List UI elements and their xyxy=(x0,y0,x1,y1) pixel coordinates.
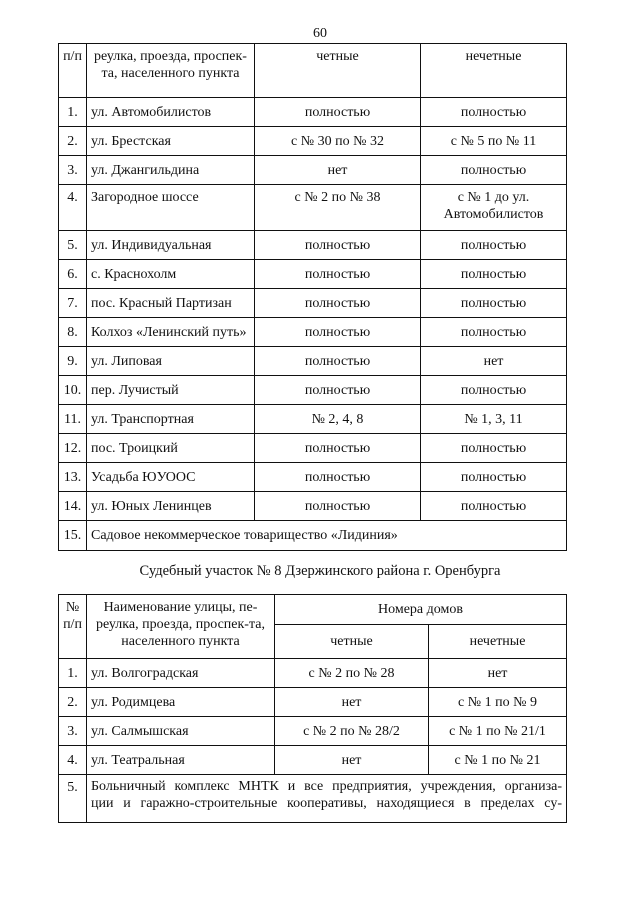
table-row xyxy=(59,347,567,376)
page-number: 60 xyxy=(313,26,327,41)
even-numbers: полностью xyxy=(255,98,421,127)
row-number: 4. xyxy=(59,746,87,775)
even-numbers: нет xyxy=(275,688,429,717)
table-row-merged xyxy=(59,775,567,823)
merged-row-text: Садовое некоммерческое товарищество «Лидиния» xyxy=(87,521,567,551)
odd-numbers: полностью xyxy=(421,376,567,405)
even-numbers: полностью xyxy=(255,376,421,405)
odd-numbers: полностью xyxy=(421,492,567,521)
even-numbers: № 2, 4, 8 xyxy=(255,405,421,434)
row-number: 1. xyxy=(59,659,87,688)
table-row xyxy=(59,717,567,746)
odd-numbers: с № 1 по № 21/1 xyxy=(429,717,567,746)
row-number: 9. xyxy=(59,347,87,376)
row-number: 12. xyxy=(59,434,87,463)
even-numbers: нет xyxy=(275,746,429,775)
row-number: 2. xyxy=(59,127,87,156)
odd-numbers: с № 1 по № 9 xyxy=(429,688,567,717)
row-number: 11. xyxy=(59,405,87,434)
header-number: п/п xyxy=(59,44,87,98)
odd-numbers: полностью xyxy=(421,156,567,185)
even-numbers: с № 30 по № 32 xyxy=(255,127,421,156)
table-row xyxy=(59,260,567,289)
table-header-row xyxy=(59,595,567,625)
row-number: 14. xyxy=(59,492,87,521)
table-row xyxy=(59,463,567,492)
odd-numbers: полностью xyxy=(421,260,567,289)
section-title: Судебный участок № 8 Дзержинского района г. Оренбурга xyxy=(139,563,501,579)
table-row xyxy=(59,289,567,318)
odd-numbers: полностью xyxy=(421,318,567,347)
even-numbers: полностью xyxy=(255,318,421,347)
table-row xyxy=(59,492,567,521)
table-row xyxy=(59,434,567,463)
odd-numbers: полностью xyxy=(421,434,567,463)
table-row xyxy=(59,231,567,260)
odd-numbers: полностью xyxy=(421,231,567,260)
table-row xyxy=(59,746,567,775)
merged-row-text xyxy=(87,775,567,823)
row-number: 7. xyxy=(59,289,87,318)
table-row xyxy=(59,98,567,127)
odd-numbers: № 1, 3, 11 xyxy=(421,405,567,434)
table-row xyxy=(59,688,567,717)
odd-numbers: с № 1 до ул. Автомобилистов xyxy=(421,185,567,231)
table-court-district-8 xyxy=(58,594,567,823)
row-number: 8. xyxy=(59,318,87,347)
table-row xyxy=(59,318,567,347)
street-name: Загородное шоссе xyxy=(87,185,255,231)
row-number: 13. xyxy=(59,463,87,492)
street-name: ул. Родимцева xyxy=(87,688,275,717)
row-number: 2. xyxy=(59,688,87,717)
even-numbers: нет xyxy=(255,156,421,185)
table-row xyxy=(59,659,567,688)
table-row xyxy=(59,127,567,156)
header-house-numbers: Номера домов xyxy=(275,595,567,625)
even-numbers: полностью xyxy=(255,231,421,260)
header-even: четные xyxy=(275,625,429,659)
street-name: пер. Лучистый xyxy=(87,376,255,405)
header-odd: нечетные xyxy=(421,44,567,98)
merged-row-line2: ции и гаражно-строительные кооперативы, находящиеся в пределах су- xyxy=(91,796,562,811)
row-number: 5. xyxy=(59,775,87,823)
row-number: 15. xyxy=(59,521,87,551)
odd-numbers: с № 5 по № 11 xyxy=(421,127,567,156)
table-row-merged xyxy=(59,521,567,551)
odd-numbers: нет xyxy=(421,347,567,376)
street-name: Колхоз «Ленинский путь» xyxy=(87,318,255,347)
odd-numbers: полностью xyxy=(421,463,567,492)
header-street-name: Наименование улицы, пе-реулка, проезда, проспек-та, населенного пункта xyxy=(87,595,275,659)
row-number: 6. xyxy=(59,260,87,289)
street-name: ул. Волгоградская xyxy=(87,659,275,688)
header-odd: нечетные xyxy=(429,625,567,659)
header-number-line2: п/п xyxy=(63,617,82,632)
row-number: 1. xyxy=(59,98,87,127)
street-name: ул. Брестская xyxy=(87,127,255,156)
street-name: ул. Липовая xyxy=(87,347,255,376)
table-row xyxy=(59,405,567,434)
row-number: 4. xyxy=(59,185,87,231)
even-numbers: полностью xyxy=(255,434,421,463)
street-name: ул. Салмышская xyxy=(87,717,275,746)
table-header-row xyxy=(59,44,567,98)
street-name: ул. Транспортная xyxy=(87,405,255,434)
odd-numbers: нет xyxy=(429,659,567,688)
header-number xyxy=(59,595,87,659)
street-name: с. Краснохолм xyxy=(87,260,255,289)
street-name: пос. Троицкий xyxy=(87,434,255,463)
odd-numbers: полностью xyxy=(421,98,567,127)
street-name: ул. Джангильдина xyxy=(87,156,255,185)
header-street-name: реулка, проезда, проспек-та, населенного пункта xyxy=(87,44,255,98)
even-numbers: полностью xyxy=(255,463,421,492)
table-row xyxy=(59,185,567,231)
even-numbers: полностью xyxy=(255,347,421,376)
street-name: ул. Индивидуальная xyxy=(87,231,255,260)
row-number: 3. xyxy=(59,717,87,746)
table-row xyxy=(59,376,567,405)
header-even: четные xyxy=(255,44,421,98)
header-number-line1: № xyxy=(65,600,80,615)
street-name: ул. Автомобилистов xyxy=(87,98,255,127)
row-number: 5. xyxy=(59,231,87,260)
even-numbers: полностью xyxy=(255,289,421,318)
odd-numbers: с № 1 по № 21 xyxy=(429,746,567,775)
street-name: ул. Юных Ленинцев xyxy=(87,492,255,521)
even-numbers: полностью xyxy=(255,492,421,521)
merged-row-line1: Больничный комплекс МНТК и все предприятия, учреждения, организа- xyxy=(91,779,562,794)
street-name: Усадьба ЮУООС xyxy=(87,463,255,492)
street-name: пос. Красный Партизан xyxy=(87,289,255,318)
odd-numbers: полностью xyxy=(421,289,567,318)
even-numbers: с № 2 по № 28 xyxy=(275,659,429,688)
table-court-district-continued xyxy=(58,43,567,551)
even-numbers: с № 2 по № 38 xyxy=(255,185,421,231)
even-numbers: с № 2 по № 28/2 xyxy=(275,717,429,746)
row-number: 3. xyxy=(59,156,87,185)
even-numbers: полностью xyxy=(255,260,421,289)
table-row xyxy=(59,156,567,185)
street-name: ул. Театральная xyxy=(87,746,275,775)
row-number: 10. xyxy=(59,376,87,405)
